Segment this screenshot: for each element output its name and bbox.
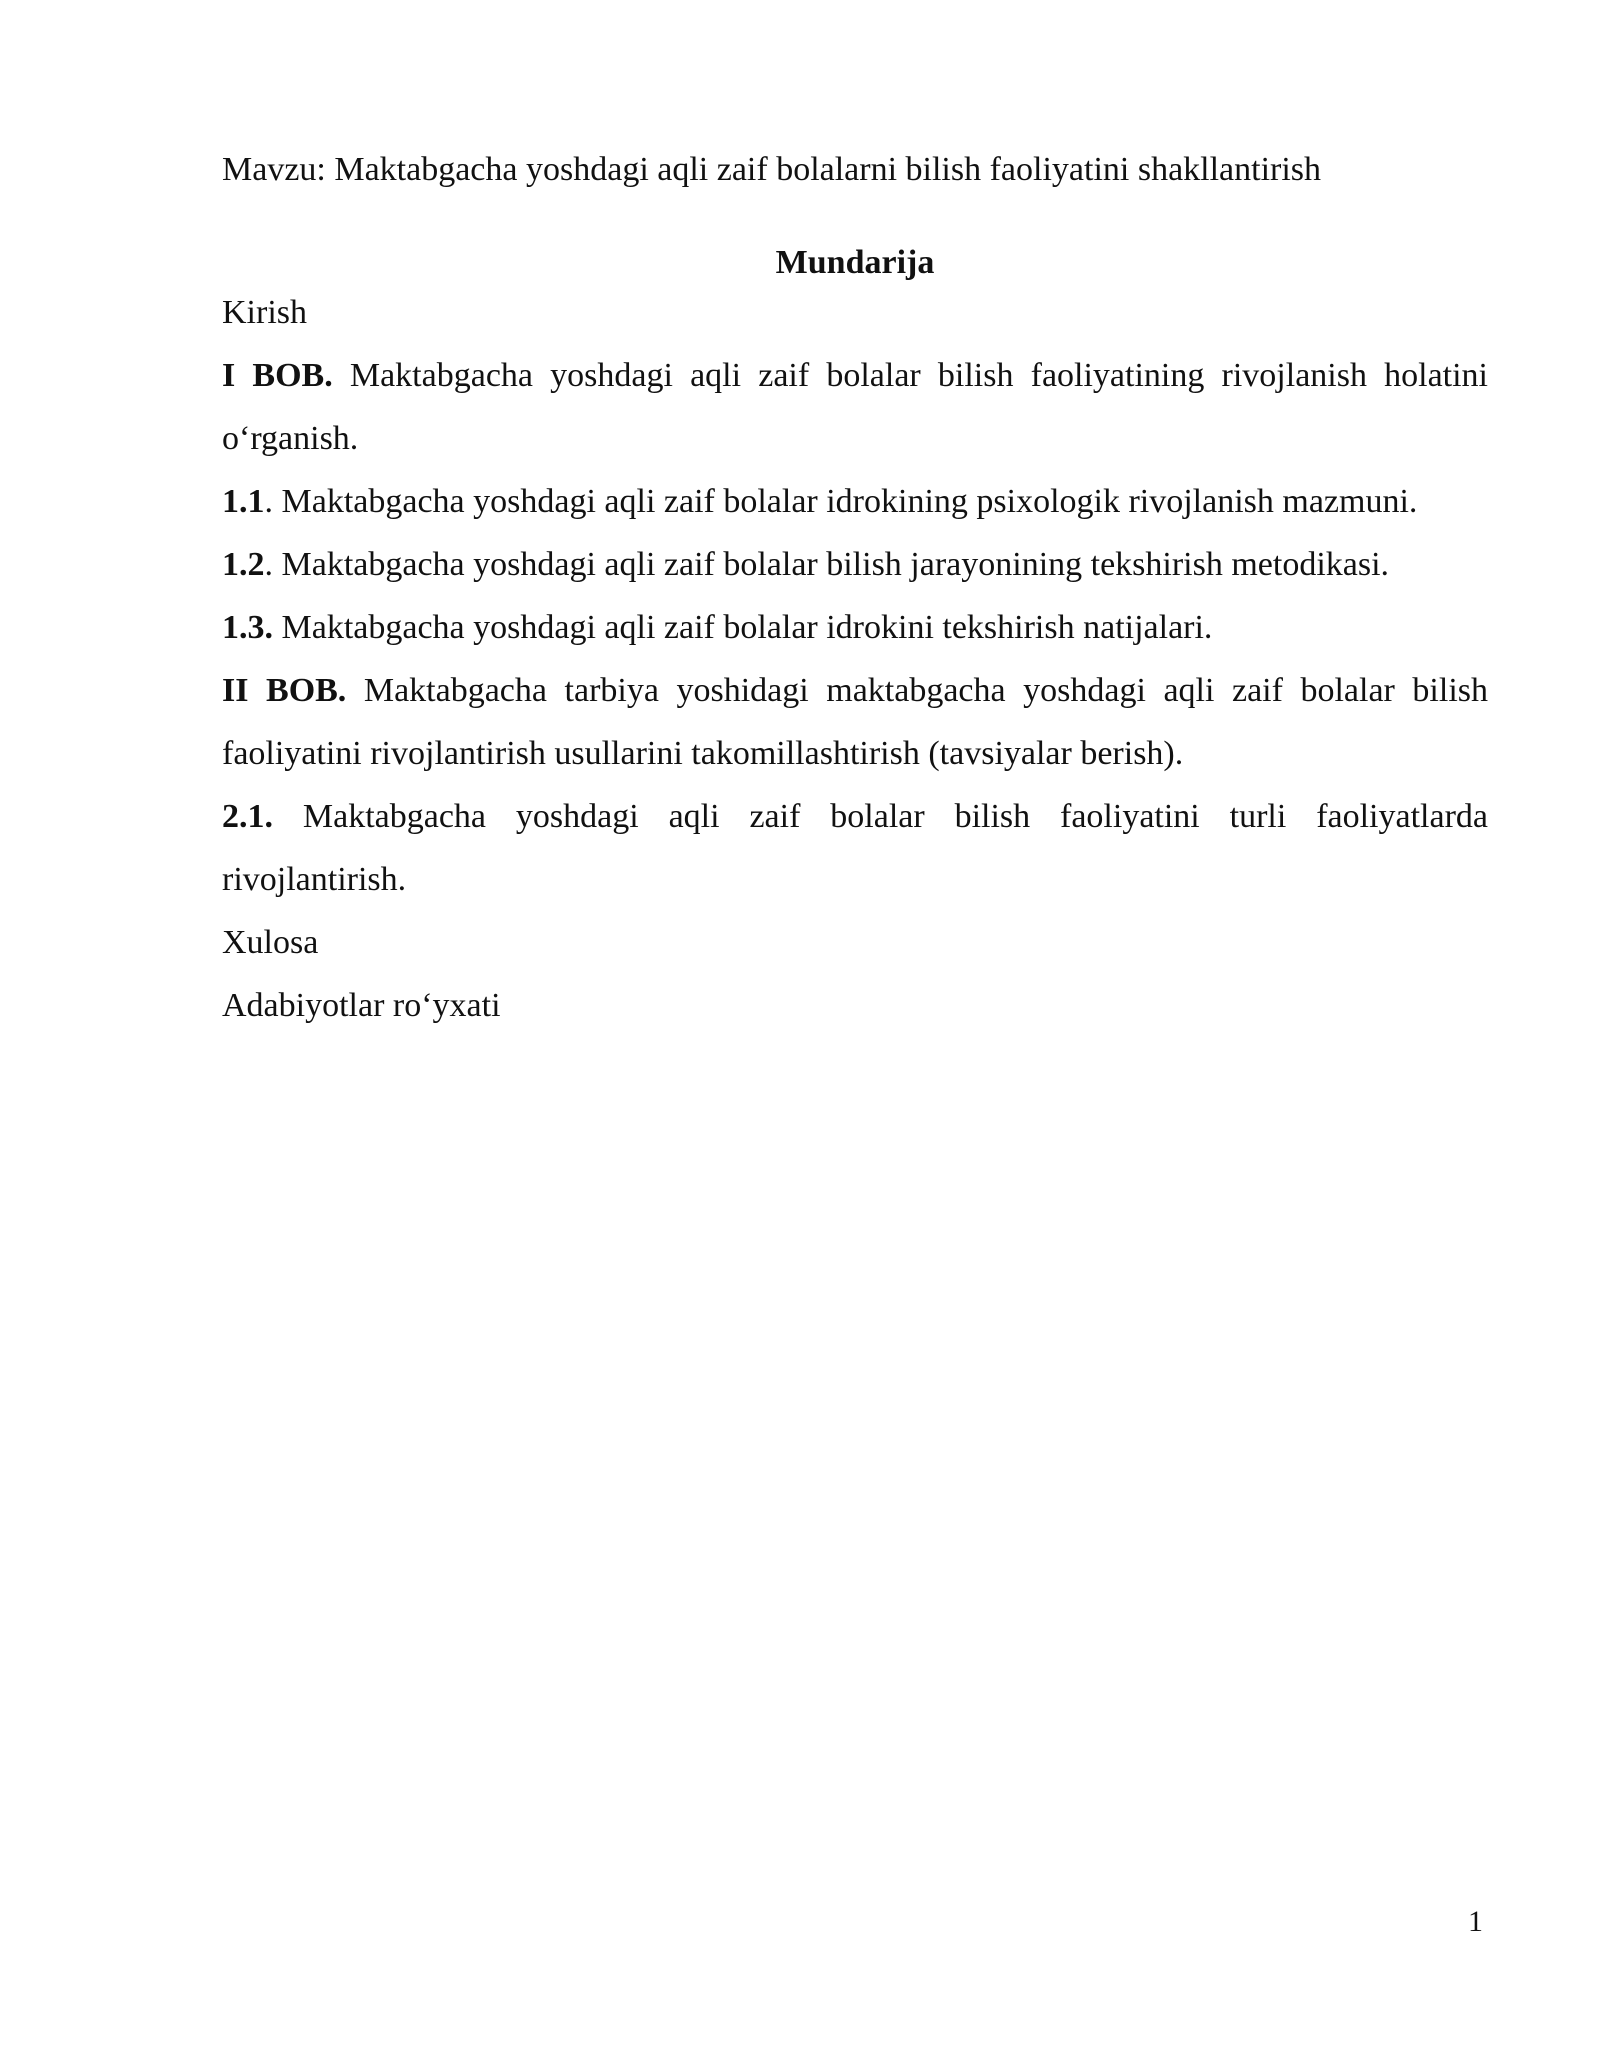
- toc-entry-number: 1.3.: [222, 609, 273, 646]
- toc-entry-intro: Kirish: [222, 294, 307, 331]
- toc-entry-number: 2.1.: [222, 798, 273, 835]
- toc-entry-chapter-1: [222, 344, 1488, 470]
- toc-entry-text: Maktabgacha yoshdagi aqli zaif bolalar bilish faoliyatini turli faoliyatlarda rivojlantirish.: [222, 798, 1488, 898]
- toc-entry-1-2: [222, 533, 1488, 596]
- toc-entry-text: . Maktabgacha yoshdagi aqli zaif bolalar bilish jarayonining tekshirish metodikasi.: [264, 546, 1390, 583]
- toc-entry-number: 1.2: [222, 546, 265, 583]
- toc-entry-1-1: [222, 470, 1488, 533]
- toc-entry-number: I BOB.: [222, 357, 333, 394]
- toc-entry-chapter-2: [222, 659, 1488, 785]
- toc-title: Mundarija: [775, 244, 935, 281]
- toc-entry-text: Maktabgacha yoshdagi aqli zaif bolalar bilish faoliyatining rivojlanish holatini o‘rganish.: [222, 357, 1488, 457]
- table-of-contents: [222, 281, 1488, 1037]
- toc-entry-references: Adabiyotlar ro‘yxati: [222, 987, 501, 1024]
- toc-entry-number: II BOB.: [222, 672, 347, 709]
- toc-entry-text: Maktabgacha yoshdagi aqli zaif bolalar idrokini tekshirish natijalari.: [273, 609, 1213, 646]
- toc-entry-text: Maktabgacha tarbiya yoshidagi maktabgacha yoshdagi aqli zaif bolalar bilish faoliyatini rivojlantirish usullarini takomillashtirish (tavsiyalar berish).: [222, 672, 1488, 772]
- toc-entry-conclusion: Xulosa: [222, 924, 319, 961]
- toc-entry-text: . Maktabgacha yoshdagi aqli zaif bolalar idrokining psixologik rivojlanish mazmuni.: [264, 483, 1418, 520]
- toc-entry-1-3: [222, 596, 1488, 659]
- page-number: 1: [1468, 1905, 1483, 1938]
- toc-entry-number: 1.1: [222, 483, 265, 520]
- document-topic: Mavzu: Maktabgacha yoshdagi aqli zaif bolalarni bilish faoliyatini shakllantirish: [222, 151, 1322, 188]
- toc-entry-2-1: [222, 785, 1488, 911]
